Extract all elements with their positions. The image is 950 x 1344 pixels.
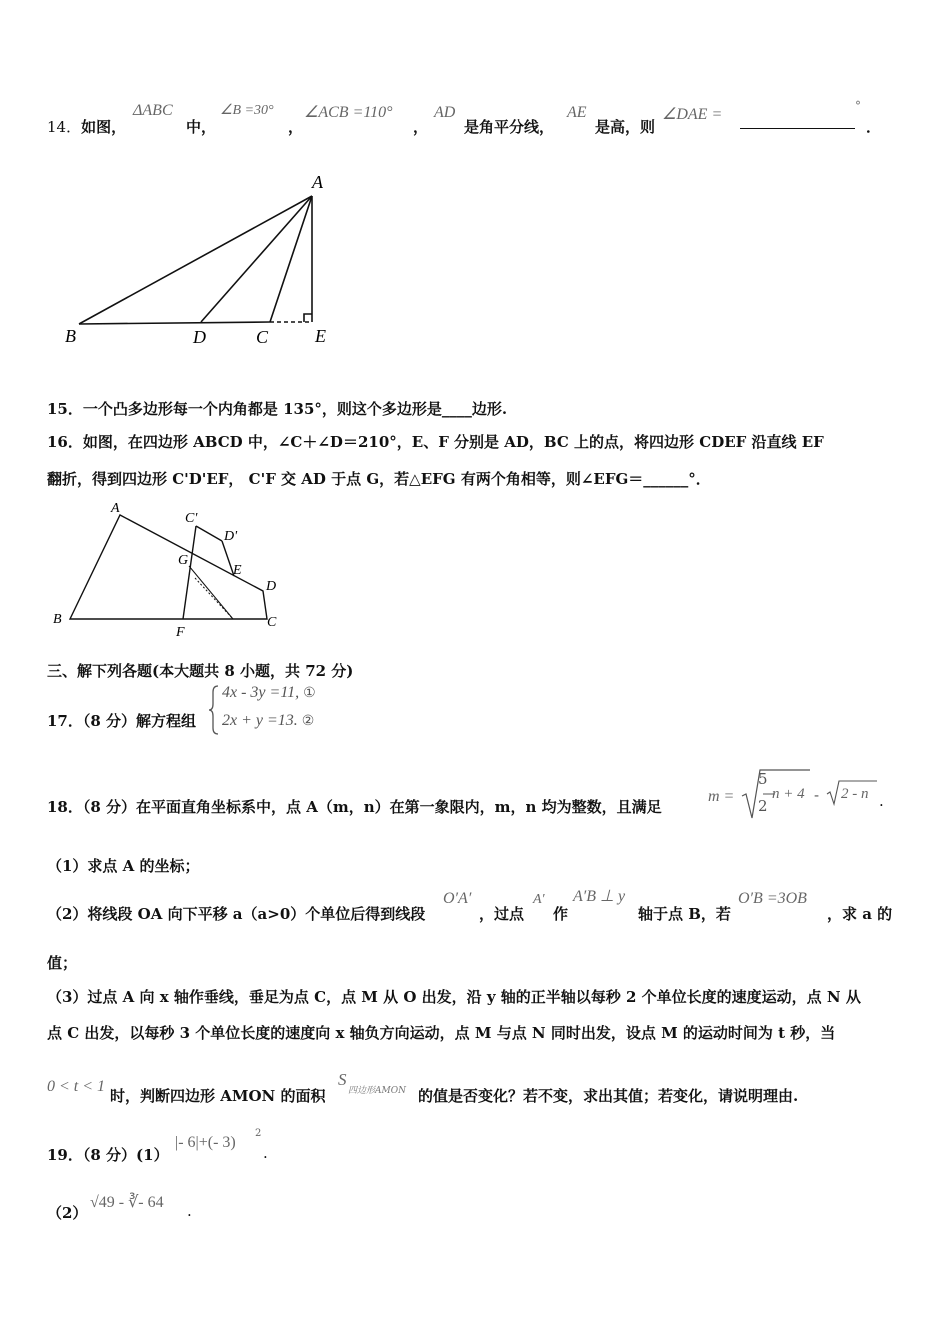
q18-minus: - <box>814 786 820 804</box>
q14-text-4: ， <box>413 118 429 136</box>
q18-part-3d: 的值是否变化？若不变，求出其值；若变化，请说明理由. <box>418 1087 799 1105</box>
q18-formula-m: m = <box>708 788 735 805</box>
q14-math-abc: ΔABC <box>133 102 173 119</box>
q14-label-b: B <box>65 326 76 346</box>
q18-part-2e: ，求 a 的 <box>827 905 893 923</box>
q14-label-c: C <box>256 327 269 347</box>
q14-text-5: 是角平分线， <box>464 118 555 136</box>
q14-label-a: A <box>312 172 323 192</box>
q19-end-2: . <box>187 1202 192 1220</box>
q18-part-3-range: 0 < t < 1 <box>47 1078 106 1095</box>
q14-right-angle-mark <box>304 314 312 322</box>
q17-eq2-circle: ② <box>301 714 315 729</box>
q14-math-ad: AD <box>434 104 456 121</box>
q16-seg-ge <box>189 566 233 619</box>
q16-label-b: B <box>53 612 62 627</box>
q16-label-c: C <box>267 615 277 630</box>
q16-line-2: 翻折，得到四边形 C'D'EF， C'F 交 AD 于点 G，若△EFG 有两个角相等，则∠EFG＝______°． <box>47 470 711 488</box>
q16-label-e: E <box>233 563 242 578</box>
q18-intro: 18．（8 分）在平面直角坐标系中，点 A（m，n）在第一象限内，m，n 均为整数，且满足 <box>47 798 662 816</box>
q16-label-c-prime: C' <box>185 511 198 526</box>
q14-text-2: 中， <box>186 118 217 136</box>
q17-eq1-circle: ① <box>303 686 316 701</box>
q14-math-dae: ∠DAE = <box>662 106 723 123</box>
q18-frac-tail: n + 4 <box>772 786 805 802</box>
q14-figure <box>55 170 355 350</box>
q18-part-2b: ，过点 <box>479 905 525 923</box>
q14-degree: ° <box>855 99 861 113</box>
q18-part-2-ratio: O′B =3OB <box>738 890 807 907</box>
q14-seg-bc <box>79 322 270 324</box>
q17-brace <box>208 684 220 736</box>
q18-end: . <box>879 792 884 810</box>
q14-end: ． <box>866 118 882 136</box>
q14-line <box>47 116 126 137</box>
q16-label-g: G <box>178 553 189 568</box>
q18-part-3-s-sub: 四边形AMON <box>348 1086 406 1096</box>
section-3-heading: 三、解下列各题(本大题共 8 小题，共 72 分) <box>47 662 354 680</box>
q18-part-3b: 点 C 出发，以每秒 3 个单位长度的速度向 x 轴负方向运动，点 M 与点 N 同时出发，设点 M 的运动时间为 t 秒，当 <box>47 1024 836 1042</box>
q18-part-1: （1）求点 A 的坐标； <box>47 857 200 875</box>
q17-equation-2 <box>222 712 314 730</box>
q16-label-d: D <box>266 579 277 594</box>
q18-sqrt-2-inner: 2 - n <box>841 786 869 802</box>
q18-part-2-oa-prime: O′A′ <box>443 890 472 907</box>
q17-eq1-text: 4x - 3y =11, <box>222 684 300 701</box>
q19-expr-1: |- 6|+(- 3) <box>175 1134 236 1151</box>
q18-part-2f: 值； <box>47 954 78 972</box>
q14-answer-blank[interactable] <box>740 128 855 129</box>
q15-text: 15．一个凸多边形每一个内角都是 135°，则这个多边形是____边形. <box>47 400 508 418</box>
q18-part-2-a-prime: A′ <box>533 892 545 907</box>
q14-number: 14． <box>47 118 82 136</box>
q17-equation-1 <box>222 684 316 702</box>
q14-label-e: E <box>315 326 326 346</box>
q18-part-3a: （3）过点 A 向 x 轴作垂线，垂足为点 C，点 M 从 O 出发，沿 y 轴的正半轴以每秒 2 个单位长度的速度运动，点 N 从 <box>47 988 861 1006</box>
q14-math-angle-b: ∠B =30° <box>220 103 274 118</box>
q19-expr-1-sup: 2 <box>255 1128 262 1139</box>
q19-end-1: . <box>263 1144 268 1162</box>
q17-label: 17．（8 分）解方程组 <box>47 712 197 730</box>
q16-label-f: F <box>176 625 185 640</box>
q18-part-2-perp: A′B ⊥ y <box>573 888 626 905</box>
q18-part-3c: 时，判断四边形 AMON 的面积 <box>110 1087 326 1105</box>
q17-eq2-text: 2x + y =13. <box>222 712 298 729</box>
q18-frac-den: 2 <box>758 797 768 815</box>
q14-seg-ab <box>79 196 312 324</box>
q19-expr-2: √49 - ∛- 64 <box>90 1194 164 1211</box>
q16-label-d-prime: D' <box>224 529 238 544</box>
q18-part-3-s: S <box>338 1070 347 1089</box>
q14-text-3: ， <box>288 118 304 136</box>
q18-frac-num: 5 <box>758 770 768 788</box>
q18-part-2d: 轴于点 B，若 <box>638 905 731 923</box>
q14-label-d: D <box>193 327 206 347</box>
q14-seg-ad <box>201 196 312 322</box>
q19-part-1: 19．（8 分）(1） <box>47 1146 169 1164</box>
q14-math-ae: AE <box>567 104 587 121</box>
q14-text-6: 是高，则 <box>595 118 656 136</box>
q18-part-2c: 作 <box>553 905 569 923</box>
q14-text-1: 如图， <box>81 118 127 136</box>
q14-math-angle-acb: ∠ACB =110° <box>304 104 393 121</box>
q16-label-a: A <box>111 501 120 516</box>
q18-part-2a: （2）将线段 OA 向下平移 a（a>0）个单位后得到线段 <box>47 905 426 923</box>
q16-line-1: 16．如图，在四边形 ABCD 中，∠C＋∠D＝210°，E、F 分别是 AD，BC 上的点，将四边形 CDEF 沿直线 EF <box>47 433 824 451</box>
q19-part-2: （2） <box>47 1204 88 1222</box>
q16-figure <box>45 500 295 640</box>
q16-seg-c-prime-d-prime <box>196 526 222 541</box>
